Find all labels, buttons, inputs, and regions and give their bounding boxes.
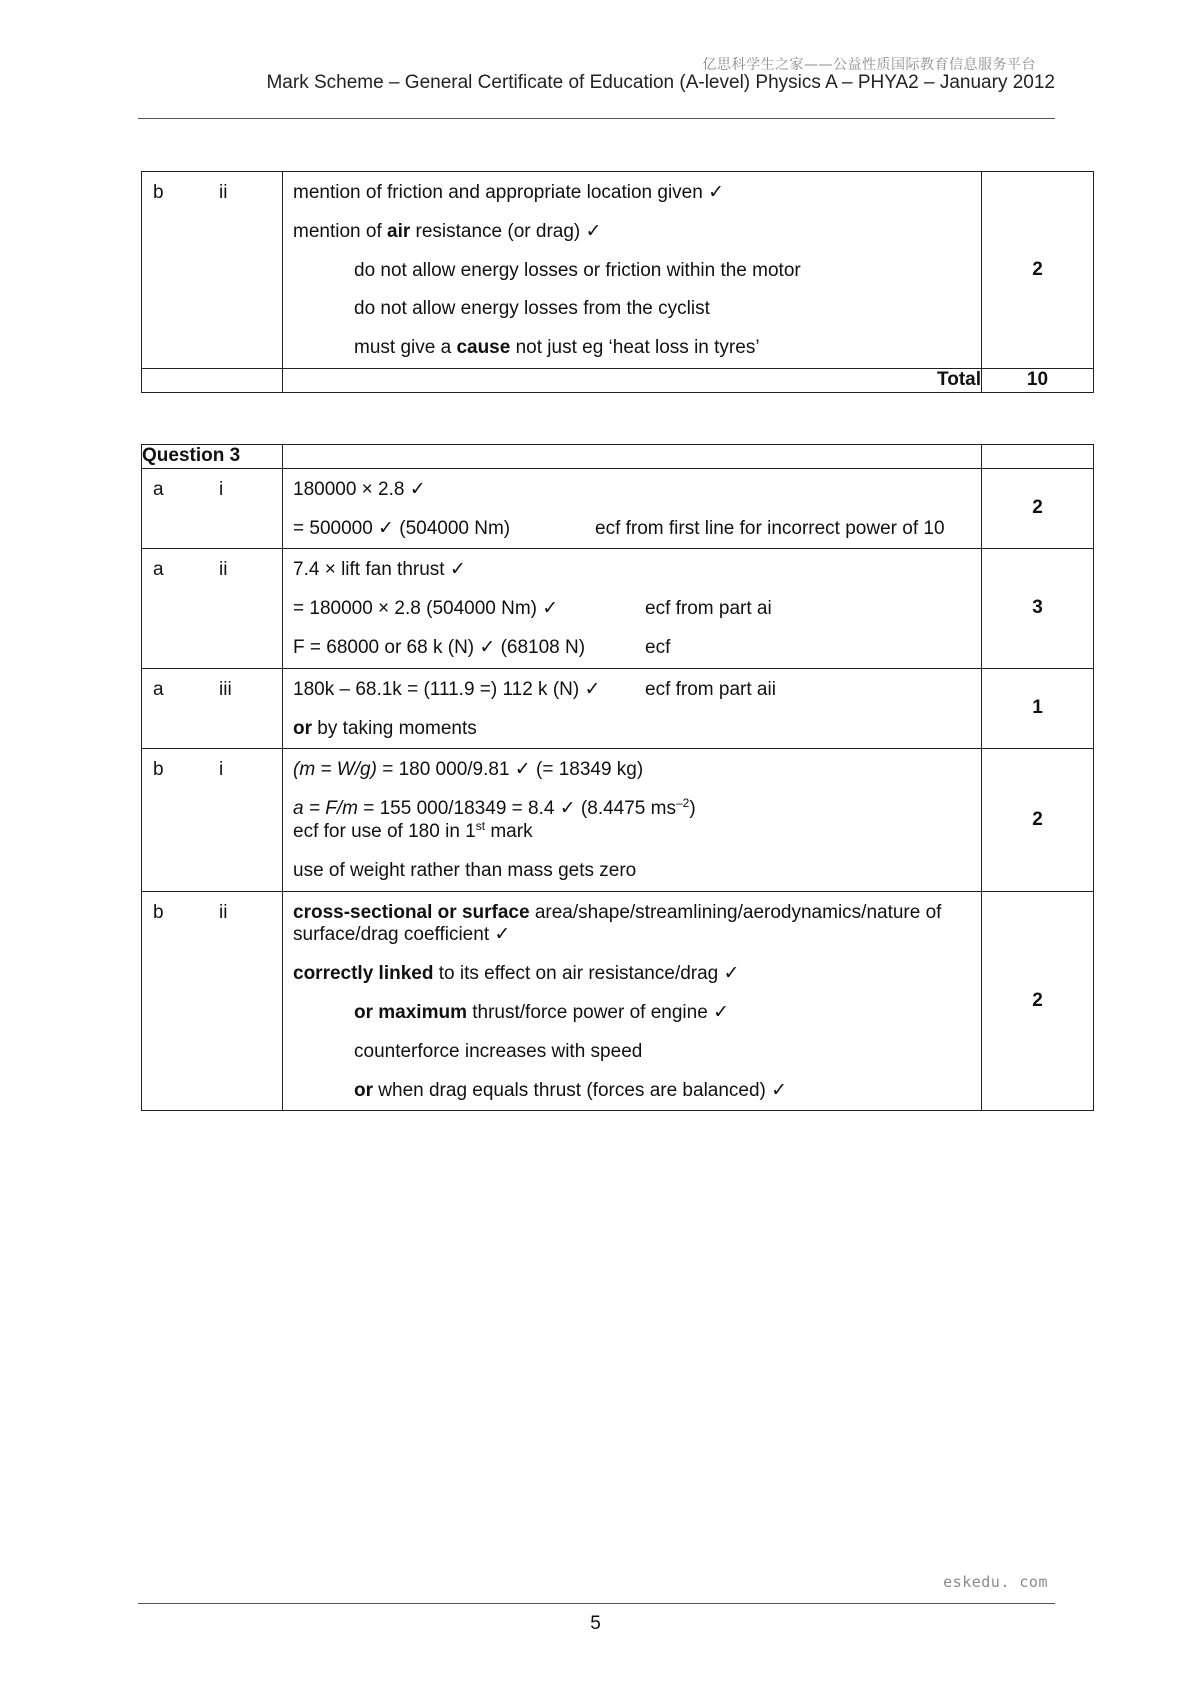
mark-scheme-table-2 — [141, 444, 1094, 1111]
guidance-line: do not allow energy losses or friction within the motor — [354, 259, 801, 281]
table-row — [142, 468, 1094, 549]
answer-line: = 500000 ✓ (504000 Nm) ecf from first line for incorrect power of 10 — [293, 517, 945, 539]
footer-divider — [138, 1603, 1055, 1604]
subpart-label: iii — [219, 678, 232, 700]
subpart-label: ii — [219, 559, 228, 581]
answer-line: correctly linked to its effect on air resistance/drag ✓ — [293, 963, 740, 985]
subpart-label: i — [219, 478, 224, 500]
table-row — [142, 549, 1094, 668]
total-row — [142, 368, 1094, 392]
answer-line: 7.4 × lift fan thrust ✓ — [293, 559, 466, 581]
mark-cell: 2 — [982, 891, 1094, 1111]
total-label: Total — [283, 368, 982, 392]
answer-line: use of weight rather than mass gets zero — [293, 859, 637, 881]
question-heading-row — [142, 445, 1094, 469]
guidance-line: counterforce increases with speed — [354, 1040, 643, 1062]
answer-cell — [283, 549, 982, 668]
mark-scheme-table-1 — [141, 171, 1094, 393]
question-heading: Question 3 — [142, 445, 283, 469]
answer-line: mention of friction and appropriate location given ✓ — [293, 182, 725, 203]
mark-cell: 1 — [982, 668, 1094, 749]
part-label: b — [153, 901, 164, 923]
guidance-line: must give a cause not just eg ‘heat loss in tyres’ — [354, 337, 760, 359]
part-label: a — [153, 678, 164, 700]
part-label: b — [153, 759, 164, 781]
table-row — [142, 749, 1094, 891]
subpart-label: ii — [219, 182, 228, 203]
answer-line: 180k – 68.1k = (111.9 =) 112 k (N) ✓ ecf from part aii — [293, 678, 776, 700]
answer-line: = 180000 × 2.8 (504000 Nm) ✓ ecf from part ai — [293, 598, 772, 620]
mark-cell: 3 — [982, 549, 1094, 668]
subpart-label: i — [219, 759, 224, 781]
guidance-line: or when drag equals thrust (forces are balanced) ✓ — [354, 1079, 788, 1101]
answer-line: ecf for use of 180 in 1st mark — [293, 818, 533, 842]
part-label: a — [153, 478, 164, 500]
table-row — [142, 668, 1094, 749]
table-row — [142, 891, 1094, 1111]
answer-cell — [283, 749, 982, 891]
answer-line: a = F/m = 155 000/18349 = 8.4 ✓ (8.4475 $ms^{-2}$) — [293, 796, 696, 820]
answer-cell — [283, 172, 982, 369]
answer-cell — [283, 468, 982, 549]
answer-line: F = 68000 or 68 k (N) ✓ (68108 N) ecf — [293, 636, 671, 658]
page-header-title: Mark Scheme – General Certificate of Education (A-level) Physics A – PHYA2 – January 2012 — [266, 72, 1055, 93]
answer-cell — [283, 891, 982, 1111]
answer-line: (m = W/g) = 180 000/9.81 ✓ (= 18349 kg) — [293, 759, 644, 781]
answer-line: or by taking moments — [293, 717, 477, 739]
page-number: 5 — [590, 1613, 601, 1634]
header-watermark: 亿思科学生之家——公益性质国际教育信息服务平台 — [702, 57, 1036, 73]
header-divider — [138, 118, 1055, 119]
guidance-line: or maximum thrust/force power of engine ✓ — [354, 1001, 729, 1023]
part-cell — [142, 172, 283, 369]
guidance-line: do not allow energy losses from the cyclist — [354, 298, 710, 320]
answer-line: 180000 × 2.8 ✓ — [293, 478, 426, 500]
answer-line: cross-sectional or surface area/shape/streamlining/aerodynamics/nature of surface/drag coefficient ✓ — [293, 901, 942, 946]
mark-cell: 2 — [982, 468, 1094, 549]
mark-cell: 2 — [982, 749, 1094, 891]
mark-cell: 2 — [982, 172, 1094, 369]
answer-cell — [283, 668, 982, 749]
part-label: b — [153, 182, 164, 203]
total-mark: 10 — [982, 368, 1094, 392]
answer-line: mention of air resistance (or drag) ✓ — [293, 220, 602, 242]
subpart-label: ii — [219, 901, 228, 923]
part-label: a — [153, 559, 164, 581]
footer-watermark: eskedu. com — [943, 1573, 1048, 1591]
table-row — [142, 172, 1094, 369]
